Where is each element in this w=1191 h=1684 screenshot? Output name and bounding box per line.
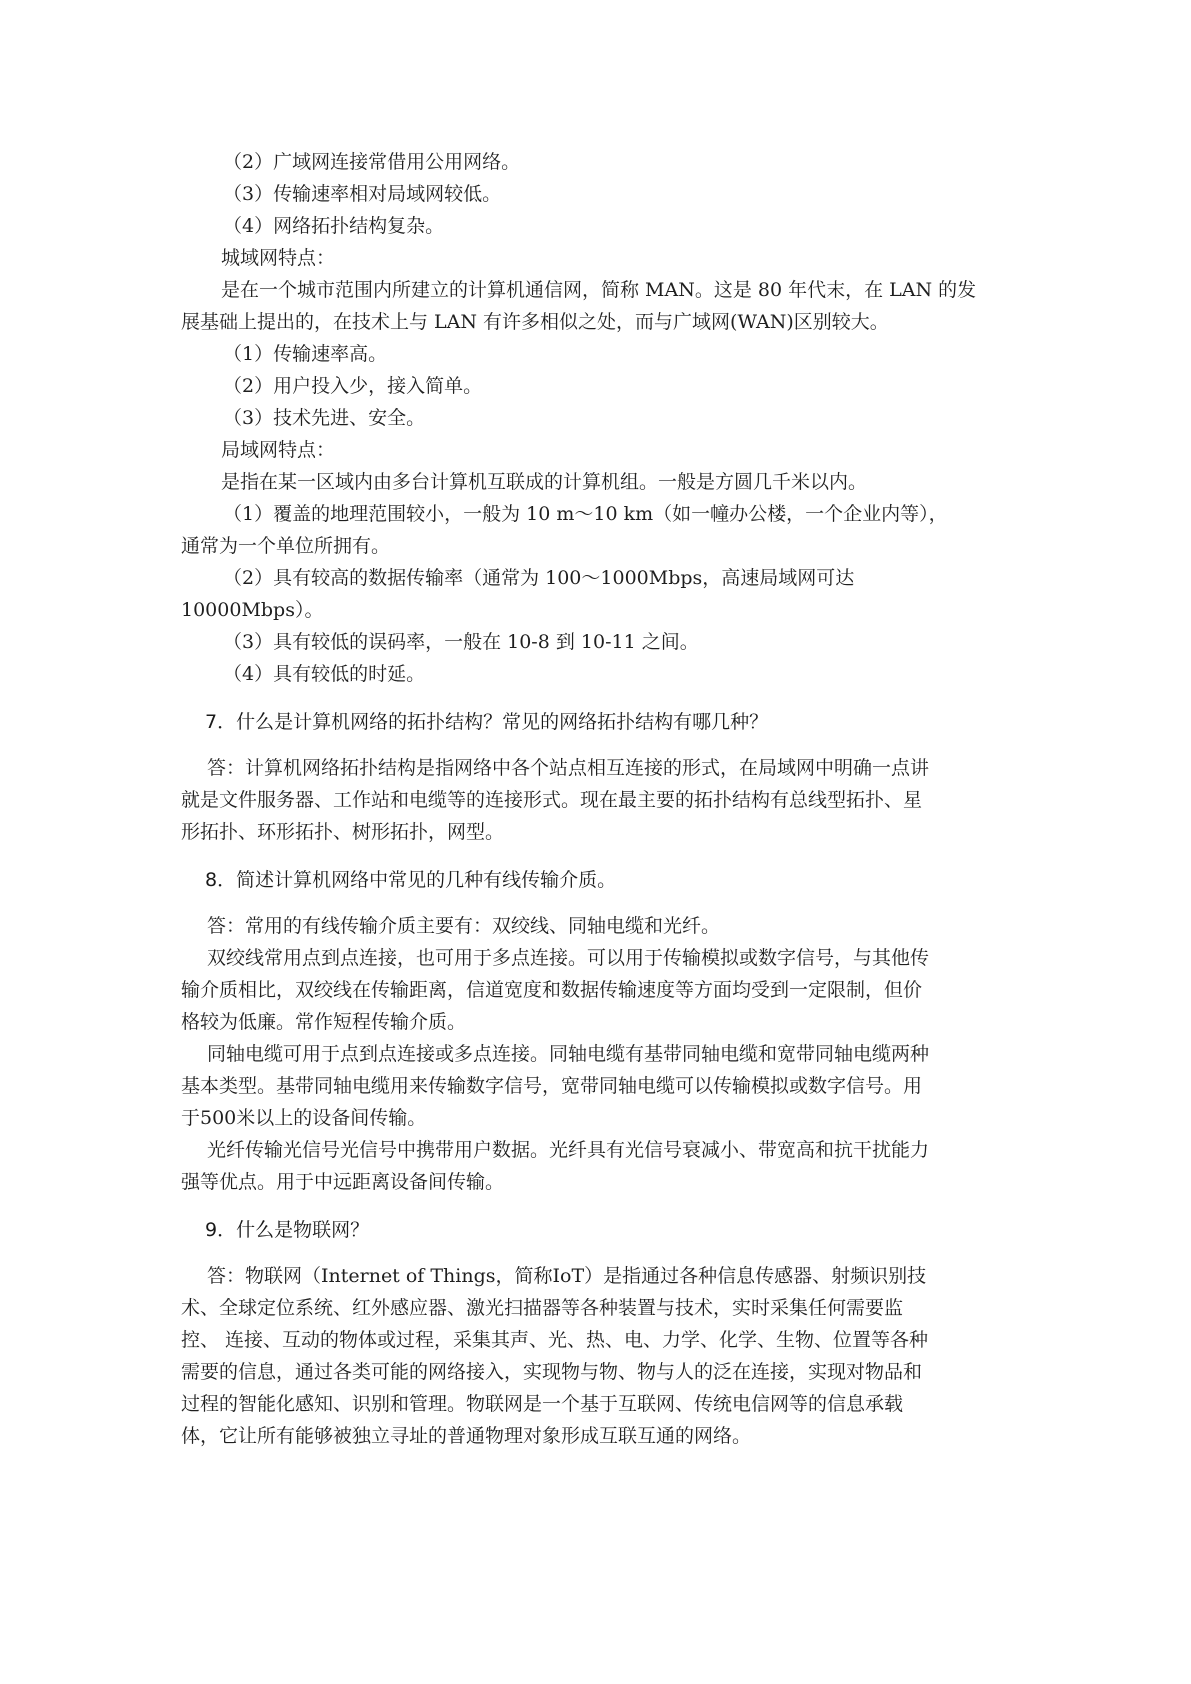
- man-heading: 城域网特点：: [221, 247, 336, 269]
- answer-8-twisted-pair-line2: 输介质相比，双绞线在传输距离，信道宽度和数据传输速度等方面均受到一定限制，但价: [181, 979, 923, 1001]
- question-7: 7．什么是计算机网络的拓扑结构？常见的网络拓扑结构有哪几种？: [205, 711, 769, 733]
- question-8: 8．简述计算机网络中常见的几种有线传输介质。: [205, 869, 617, 891]
- answer-9-line4: 需要的信息，通过各类可能的网络接入，实现物与物、物与人的泛在连接，实现对物品和: [181, 1361, 923, 1383]
- lan-feature-1-line2: 通常为一个单位所拥有。: [181, 535, 391, 557]
- answer-9-line2: 术、全球定位系统、红外感应器、激光扫描器等各种装置与技术，实时采集任何需要监: [181, 1297, 904, 1319]
- document-body: [181, 146, 1011, 1452]
- man-intro-line2: 展基础上提出的，在技术上与 LAN 有许多相似之处，而与广域网(WAN)区别较大。: [181, 311, 889, 333]
- wan-feature-3: （3）传输速率相对局域网较低。: [223, 183, 502, 205]
- answer-7-line2: 就是文件服务器、工作站和电缆等的连接形式。现在最主要的拓扑结构有总线型拓扑、星: [181, 789, 923, 811]
- answer-9-line5: 过程的智能化感知、识别和管理。物联网是一个基于互联网、传统电信网等的信息承载: [181, 1393, 904, 1415]
- answer-8-coax-line3: 于500米以上的设备间传输。: [181, 1107, 427, 1129]
- lan-intro: 是指在某一区域内由多台计算机互联成的计算机组。一般是方圆几千米以内。: [221, 471, 868, 493]
- question-9: 9．什么是物联网？: [205, 1219, 370, 1241]
- answer-9-line1: 答：物联网（Internet of Things，简称IoT）是指通过各种信息传感器、射频识别技: [207, 1265, 927, 1287]
- answer-8-twisted-pair-line1: 双绞线常用点到点连接，也可用于多点连接。可以用于传输模拟或数字信号，与其他传: [207, 947, 930, 969]
- lan-feature-3: （3）具有较低的误码率，一般在 10-8 到 10-11 之间。: [223, 631, 699, 653]
- man-feature-3: （3）技术先进、安全。: [223, 407, 426, 429]
- answer-8-coax-line2: 基本类型。基带同轴电缆用来传输数字信号，宽带同轴电缆可以传输模拟或数字信号。用: [181, 1075, 923, 1097]
- answer-8-twisted-pair-line3: 格较为低廉。常作短程传输介质。: [181, 1011, 467, 1033]
- lan-feature-1-line1: （1）覆盖的地理范围较小，一般为 10 m～10 km（如一幢办公楼，一个企业内等），: [223, 503, 948, 525]
- man-feature-2: （2）用户投入少，接入简单。: [223, 375, 483, 397]
- lan-feature-2-line1: （2）具有较高的数据传输率（通常为 100～1000Mbps，高速局域网可达: [223, 567, 855, 589]
- answer-7-line1: 答：计算机网络拓扑结构是指网络中各个站点相互连接的形式，在局域网中明确一点讲: [207, 757, 930, 779]
- answer-8-fiber-line2: 强等优点。用于中远距离设备间传输。: [181, 1171, 505, 1193]
- lan-feature-2-line2: 10000Mbps）。: [181, 599, 324, 621]
- lan-feature-4: （4）具有较低的时延。: [223, 663, 426, 685]
- answer-9-line3: 控、 连接、互动的物体或过程，采集其声、光、热、电、力学、化学、生物、位置等各种: [181, 1329, 929, 1351]
- answer-8-coax-line1: 同轴电缆可用于点到点连接或多点连接。同轴电缆有基带同轴电缆和宽带同轴电缆两种: [207, 1043, 930, 1065]
- man-feature-1: （1）传输速率高。: [223, 343, 388, 365]
- lan-heading: 局域网特点：: [221, 439, 336, 461]
- answer-8-line1: 答：常用的有线传输介质主要有：双绞线、同轴电缆和光纤。: [207, 915, 721, 937]
- wan-feature-4: （4）网络拓扑结构复杂。: [223, 215, 445, 237]
- wan-feature-2: （2）广域网连接常借用公用网络。: [223, 151, 521, 173]
- answer-8-fiber-line1: 光纤传输光信号光信号中携带用户数据。光纤具有光信号衰减小、带宽高和抗干扰能力: [207, 1139, 930, 1161]
- answer-7-line3: 形拓扑、环形拓扑、树形拓扑，网型。: [181, 821, 505, 843]
- man-intro-line1: 是在一个城市范围内所建立的计算机通信网，简称 MAN。这是 80 年代末，在 LAN 的发: [221, 279, 977, 301]
- answer-9-line6: 体，它让所有能够被独立寻址的普通物理对象形成互联互通的网络。: [181, 1425, 752, 1447]
